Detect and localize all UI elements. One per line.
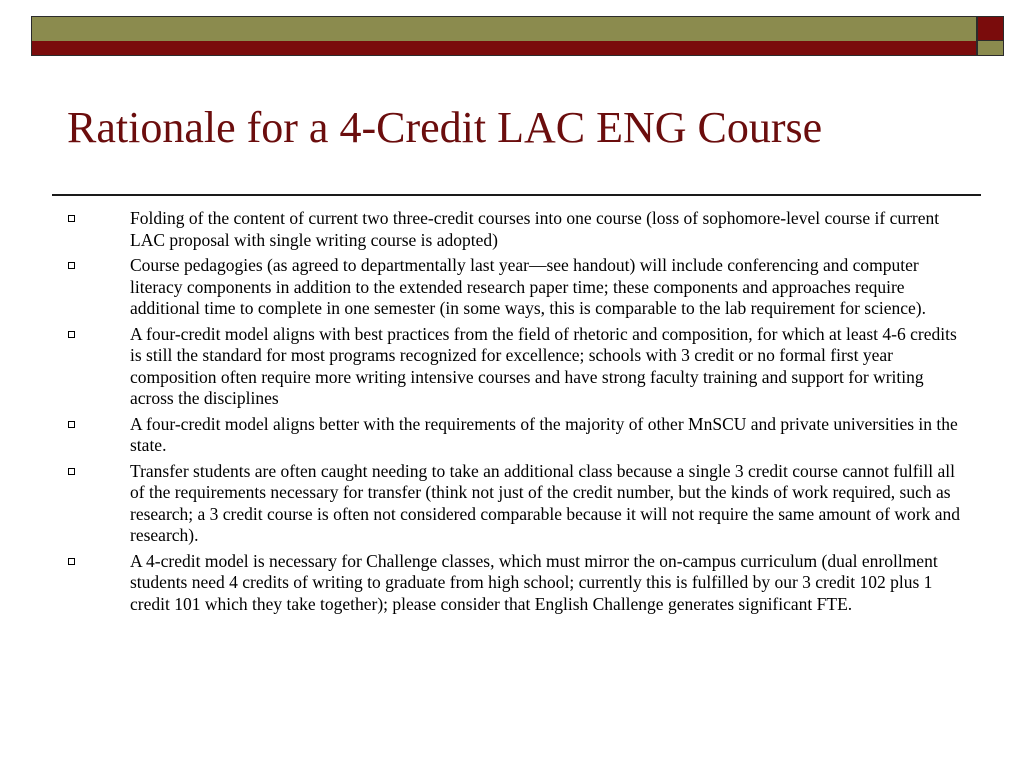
bullet-list (64, 208, 964, 619)
corner-block-olive (977, 40, 1004, 56)
square-bullet-icon (68, 262, 75, 269)
bullet-item (64, 255, 964, 320)
bullet-item (64, 461, 964, 547)
bullet-item (64, 324, 964, 410)
square-bullet-icon (68, 558, 75, 565)
header-bar (31, 16, 977, 56)
header-bar-maroon-stripe (32, 41, 976, 55)
slide-title: Rationale for a 4-Credit LAC ENG Course (67, 103, 823, 152)
bullet-item (64, 551, 964, 616)
bullet-text: A four-credit model aligns better with the requirements of the majority of other MnSCU and private universities in the state. (130, 413, 958, 455)
bullet-text: Folding of the content of current two three-credit courses into one course (loss of sophomore-level course if current LAC proposal with single writing course is adopted) (130, 208, 940, 250)
bullet-text: Course pedagogies (as agreed to departmentally last year—see handout) will include conferencing and computer literacy components in addition to the extended research paper time; these components and approaches require additional time to complete in one semester (in some ways, this is comparable to the lab requirement for science). (130, 255, 927, 318)
corner-block-maroon (977, 16, 1004, 41)
bullet-item (64, 414, 964, 457)
bullet-text: Transfer students are often caught needing to take an additional class because a single 3 credit course cannot fulfill all of the requirements necessary for transfer (think not just of the credit number, but the kinds of work required, such as research; a 3 credit course is often not considered comparable because it will not require the same amount of work and research). (130, 460, 960, 545)
square-bullet-icon (68, 468, 75, 475)
bullet-text: A four-credit model aligns with best practices from the field of rhetoric and composition, for which at least 4-6 credits is still the standard for most programs recognized for excellence; schools with 3 credit or no formal first year composition often require more writing intensive courses and have strong faculty training and support for writing across the disciplines (130, 323, 957, 408)
bullet-item (64, 208, 964, 251)
square-bullet-icon (68, 421, 75, 428)
bullet-text: A 4-credit model is necessary for Challenge classes, which must mirror the on-campus curriculum (dual enrollment students need 4 credits of writing to graduate from high school; currently this is fulfilled by our 3 credit 102 plus 1 credit 101 which they take together); please consider that English Challenge generates significant FTE. (130, 550, 938, 614)
square-bullet-icon (68, 331, 75, 338)
header-bar-olive-stripe (32, 17, 976, 41)
title-divider (52, 194, 981, 196)
square-bullet-icon (68, 215, 75, 222)
